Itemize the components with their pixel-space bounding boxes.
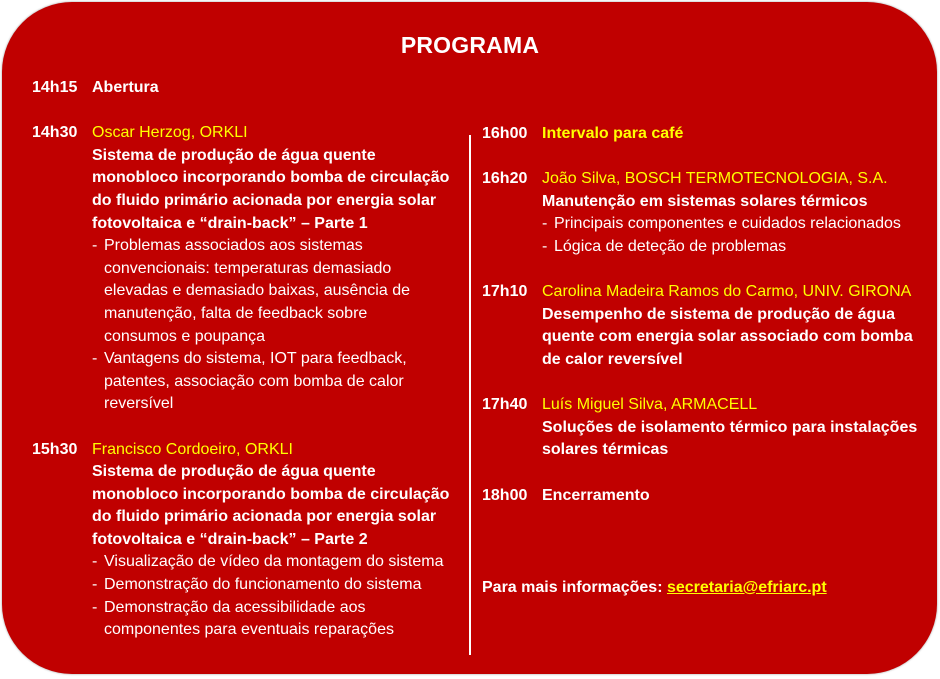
entry-time: 14h30 xyxy=(32,124,78,142)
speaker-name: Carolina Madeira Ramos do Carmo, UNIV. GIRONA xyxy=(542,283,912,301)
entry-time: 16h20 xyxy=(482,170,528,188)
talk-bullet: - Visualização de vídeo da montagem do sistema xyxy=(92,553,444,571)
schedule-entry-closing xyxy=(482,485,932,508)
left-column xyxy=(32,77,464,642)
entry-time: 14h15 xyxy=(32,79,78,96)
speaker-name: Luís Miguel Silva, ARMACELL xyxy=(542,396,758,414)
speaker-name: Oscar Herzog, ORKLI xyxy=(92,124,248,142)
talk-title: Sistema de produção de água quente monobloco incorporando bomba de circulação do fluido primário acionada por energia solar fotovoltaica e “drain-back” – Parte 2 xyxy=(92,463,450,548)
talk-bullet: - Lógica de deteção de problemas xyxy=(542,237,787,255)
talk-title: Sistema de produção de água quente monobloco incorporando bomba de circulação do fluido primário acionada por energia solar fotovoltaica e “drain-back” – Parte 1 xyxy=(92,146,450,232)
program-title: PROGRAMA xyxy=(400,32,540,58)
schedule-entry-break xyxy=(482,123,932,146)
column-divider xyxy=(469,135,471,655)
schedule-entry-talk xyxy=(482,281,932,371)
contact-label: Para mais informações: xyxy=(482,579,667,596)
talk-bullet: - Demonstração do funcionamento do sistema xyxy=(92,576,422,594)
schedule-entry-talk xyxy=(32,122,464,416)
entry-time: 17h40 xyxy=(482,396,528,414)
talk-title: Manutenção em sistemas solares térmicos xyxy=(542,192,868,210)
entry-time: 18h00 xyxy=(482,486,528,504)
entry-time: 17h10 xyxy=(482,283,528,301)
talk-bullet: - Problemas associados aos sistemas convencionais: temperaturas demasiado elevadas e demasiado baixas, ausência de manutenção, falta de feedback sobre consumos e poupança xyxy=(92,237,410,345)
schedule-entry-opening xyxy=(32,77,464,100)
contact-email-link[interactable]: secretaria@efriarc.pt xyxy=(666,579,827,596)
schedule-entry-talk xyxy=(482,394,932,462)
entry-time: 15h30 xyxy=(32,440,78,458)
entry-title: Intervalo para café xyxy=(542,125,684,142)
talk-title: Desempenho de sistema de produção de água quente com energia solar associado com bomba de calor reversível xyxy=(542,305,913,368)
talk-bullet: - Vantagens do sistema, IOT para feedback, patentes, associação com bomba de calor reversível xyxy=(92,350,407,413)
right-column xyxy=(482,123,932,507)
entry-time: 16h00 xyxy=(482,125,528,142)
talk-title: Soluções de isolamento térmico para instalações solares térmicas xyxy=(542,418,918,459)
contact-info xyxy=(482,577,827,600)
entry-title: Encerramento xyxy=(542,486,650,504)
schedule-entry-talk xyxy=(482,168,932,258)
talk-bullet: - Principais componentes e cuidados relacionados xyxy=(542,215,901,233)
speaker-name: João Silva, BOSCH TERMOTECNOLOGIA, S.A. xyxy=(542,170,888,188)
schedule-entry-talk xyxy=(32,439,464,642)
speaker-name: Francisco Cordoeiro, ORKLI xyxy=(92,440,293,458)
talk-bullet: - Demonstração da acessibilidade aos componentes para eventuais reparações xyxy=(92,598,394,639)
entry-title: Abertura xyxy=(92,79,159,96)
